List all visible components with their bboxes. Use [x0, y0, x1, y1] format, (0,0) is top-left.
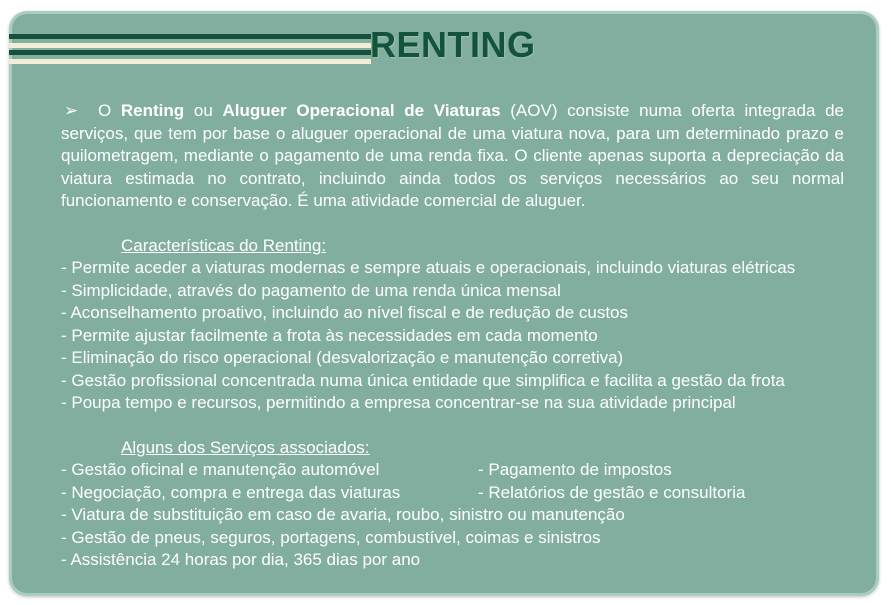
list-item: - Poupa tempo e recursos, permitindo a empresa concentrar-se na sua atividade principal [61, 393, 736, 412]
term-aov: Aluguer Operacional de Viaturas [222, 101, 501, 120]
decorative-stripes [9, 34, 371, 64]
list-item: - Eliminação do risco operacional (desvalorização e manutenção corretiva) [61, 348, 624, 367]
services-row [61, 482, 844, 505]
servicos-heading: Alguns dos Serviços associados: [121, 437, 370, 457]
list-item: - Viatura de substituição em caso de avaria, roubo, sinistro ou manutenção [61, 505, 625, 524]
stripe-light [9, 43, 371, 48]
list-item: - Gestão oficinal e manutenção automóvel [61, 460, 380, 479]
list-item: - Pagamento de impostos [478, 460, 672, 479]
list-item: - Gestão profissional concentrada numa única entidade que simplifica e facilita a gestão da frota [61, 370, 785, 390]
stripe-dark [9, 50, 371, 55]
content-body [61, 100, 844, 572]
page-title: RENTING [370, 24, 536, 65]
arrow-bullet-icon: ➢ [64, 101, 79, 120]
stripe-light [9, 59, 371, 64]
list-item: - Negociação, compra e entrega das viaturas [61, 482, 401, 502]
list-item: - Relatórios de gestão e consultoria [478, 482, 746, 502]
term-renting: Renting [120, 101, 185, 120]
services-row [61, 459, 844, 482]
intro-paragraph: ➢ O Renting ou Aluguer Operacional de Viaturas (AOV) consiste numa oferta integrada de serviços, que tem por base o aluguer operacional de uma viatura nova, para um determinado prazo e quilometragem, mediante o pagamento de uma renda fixa. O cliente apenas suporta a depreciação da viatura estimada no contrato, incluindo ainda todos os serviços necessários ao seu normal funcionamento e conservação. É uma atividade comercial de aluguer. [61, 101, 844, 210]
list-item: - Permite ajustar facilmente a frota às necessidades em cada momento [61, 325, 598, 345]
list-item: - Gestão de pneus, seguros, portagens, combustível, coimas e sinistros [61, 527, 601, 547]
stripe-dark [9, 34, 371, 39]
caracteristicas-heading: Características do Renting: [121, 235, 327, 255]
list-item: - Aconselhamento proativo, incluindo ao nível fiscal e de redução de custos [61, 303, 629, 322]
list-item: - Assistência 24 horas por dia, 365 dias por ano [61, 550, 421, 569]
list-item: - Permite aceder a viaturas modernas e sempre atuais e operacionais, incluindo viaturas elétricas [61, 258, 796, 277]
list-item: - Simplicidade, através do pagamento de uma renda única mensal [61, 280, 561, 300]
